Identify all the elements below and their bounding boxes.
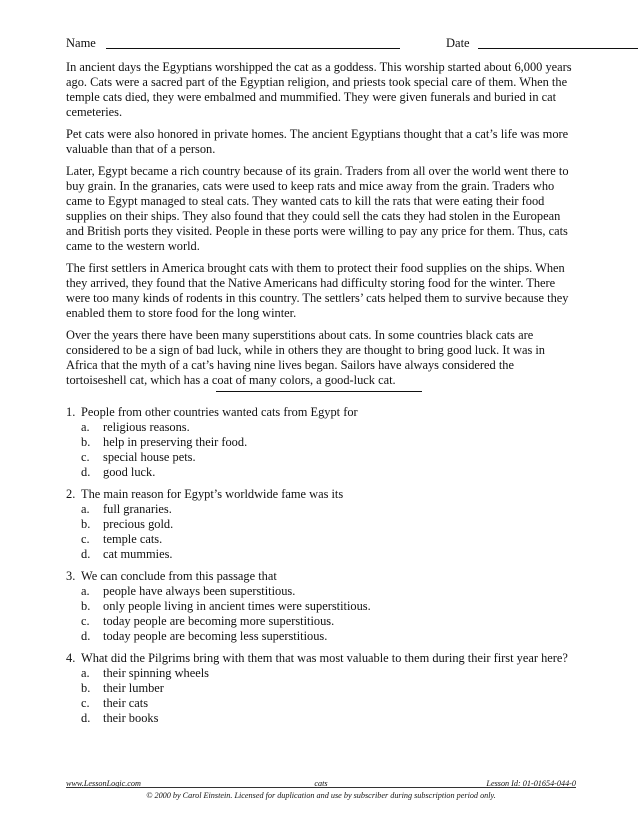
question-4 <box>66 651 576 726</box>
question-text: The main reason for Egypt’s worldwide fame was its <box>81 487 344 501</box>
answer-option <box>66 599 576 614</box>
question-text: People from other countries wanted cats from Egypt for <box>81 405 358 419</box>
answer-option <box>66 465 576 480</box>
option-text: good luck. <box>103 465 156 479</box>
question-stem <box>66 487 576 502</box>
option-letter: a. <box>81 584 90 598</box>
worksheet-header <box>66 36 574 52</box>
section-divider <box>216 391 422 392</box>
option-letter: c. <box>81 532 90 546</box>
option-letter: c. <box>81 614 90 628</box>
footer-topic: cats <box>314 779 328 788</box>
option-text: today people are becoming less superstitious. <box>103 629 328 643</box>
question-number: 3. <box>66 569 76 583</box>
footer-site-link[interactable]: www.LessonLogic.com <box>66 779 141 788</box>
option-text: temple cats. <box>103 532 163 546</box>
question-stem <box>66 569 576 584</box>
passage-paragraph: The first settlers in America brought cats with them to protect their food supplies on the ships. When they arrived, they found that the Native Americans had difficulty storing food for the winter. There were too many kinds of rodents in this country. The settlers’ cats helped them to survive because they enabled them to store food for the long winter. <box>66 261 569 320</box>
answer-option <box>66 711 576 726</box>
passage-paragraph: Later, Egypt became a rich country because of its grain. Traders from all over the world went there to buy grain. In the granaries, cats were used to keep rats and mice away from the grain. Traders who came to Egypt managed to steal cats. They wanted cats to kill the rats that were eating their food supplies on their ships. They also found that they could sell the cats they had stolen in the European and British ports they visited. People in these ports were willing to pay any price for them. Thus, cats came to the western world. <box>66 164 569 253</box>
answer-option <box>66 450 576 465</box>
passage-paragraph: In ancient days the Egyptians worshipped the cat as a goddess. This worship started about 6,000 years ago. Cats were a sacred part of the Egyptian religion, and priests took special care of them. When the temple cats died, they were embalmed and mummified. They were given funerals and buried in cat cemeteries. <box>66 60 572 119</box>
answer-option <box>66 584 576 599</box>
answer-option <box>66 614 576 629</box>
option-letter: b. <box>81 599 91 613</box>
question-2 <box>66 487 576 562</box>
question-list <box>66 405 576 733</box>
answer-options <box>66 666 576 726</box>
answer-option <box>66 629 576 644</box>
question-number: 1. <box>66 405 76 419</box>
passage-paragraph: Over the years there have been many superstitions about cats. In some countries black cats are considered to be a sign of bad luck, while in others they are thought to bring good luck. It was in Africa that the myth of a cat’s having nine lives began. Sailors have always considered the tortoiseshell cat, which has a coat of many colors, a good-luck cat. <box>66 328 545 387</box>
answer-option <box>66 420 576 435</box>
option-text: their lumber <box>103 681 164 695</box>
option-text: their spinning wheels <box>103 666 209 680</box>
option-letter: c. <box>81 696 90 710</box>
option-text: precious gold. <box>103 517 174 531</box>
option-text: people have always been superstitious. <box>103 584 296 598</box>
option-letter: a. <box>81 502 90 516</box>
footer-lesson-id: Lesson Id: 01-01654-044-0 <box>486 779 576 788</box>
date-label: Date <box>446 36 470 50</box>
footer-copyright: © 2000 by Carol Einstein. Licensed for duplication and use by subscriber during subscription period only. <box>146 791 496 800</box>
option-text: special house pets. <box>103 450 196 464</box>
question-text: We can conclude from this passage that <box>81 569 277 583</box>
answer-options <box>66 420 576 480</box>
answer-option <box>66 502 576 517</box>
option-letter: a. <box>81 666 90 680</box>
passage-paragraph: Pet cats were also honored in private homes. The ancient Egyptians thought that a cat’s life was more valuable than that of a person. <box>66 127 569 156</box>
option-text: today people are becoming more superstitious. <box>103 614 335 628</box>
option-text: only people living in ancient times were superstitious. <box>103 599 371 613</box>
question-number: 2. <box>66 487 76 501</box>
option-letter: b. <box>81 681 91 695</box>
option-letter: d. <box>81 711 91 725</box>
answer-option <box>66 681 576 696</box>
option-text: help in preserving their food. <box>103 435 248 449</box>
option-text: their cats <box>103 696 149 710</box>
option-letter: d. <box>81 547 91 561</box>
option-letter: b. <box>81 435 91 449</box>
question-stem <box>66 405 576 420</box>
answer-option <box>66 696 576 711</box>
option-text: full granaries. <box>103 502 172 516</box>
footer-rule <box>66 787 576 788</box>
option-text: cat mummies. <box>103 547 173 561</box>
question-stem <box>66 651 576 666</box>
question-number: 4. <box>66 651 76 665</box>
option-letter: d. <box>81 465 91 479</box>
question-text: What did the Pilgrims bring with them that was most valuable to them during their first year here? <box>81 651 568 665</box>
question-3 <box>66 569 576 644</box>
option-text: their books <box>103 711 159 725</box>
answer-option <box>66 547 576 562</box>
name-blank-line <box>106 48 400 49</box>
option-letter: a. <box>81 420 90 434</box>
option-letter: d. <box>81 629 91 643</box>
reading-passage <box>66 60 576 395</box>
answer-option <box>66 435 576 450</box>
option-text: religious reasons. <box>103 420 190 434</box>
answer-options <box>66 502 576 562</box>
option-letter: c. <box>81 450 90 464</box>
answer-option <box>66 517 576 532</box>
name-label: Name <box>66 36 96 50</box>
answer-option <box>66 532 576 547</box>
answer-option <box>66 666 576 681</box>
answer-options <box>66 584 576 644</box>
option-letter: b. <box>81 517 91 531</box>
date-blank-line <box>478 48 638 49</box>
question-1 <box>66 405 576 480</box>
